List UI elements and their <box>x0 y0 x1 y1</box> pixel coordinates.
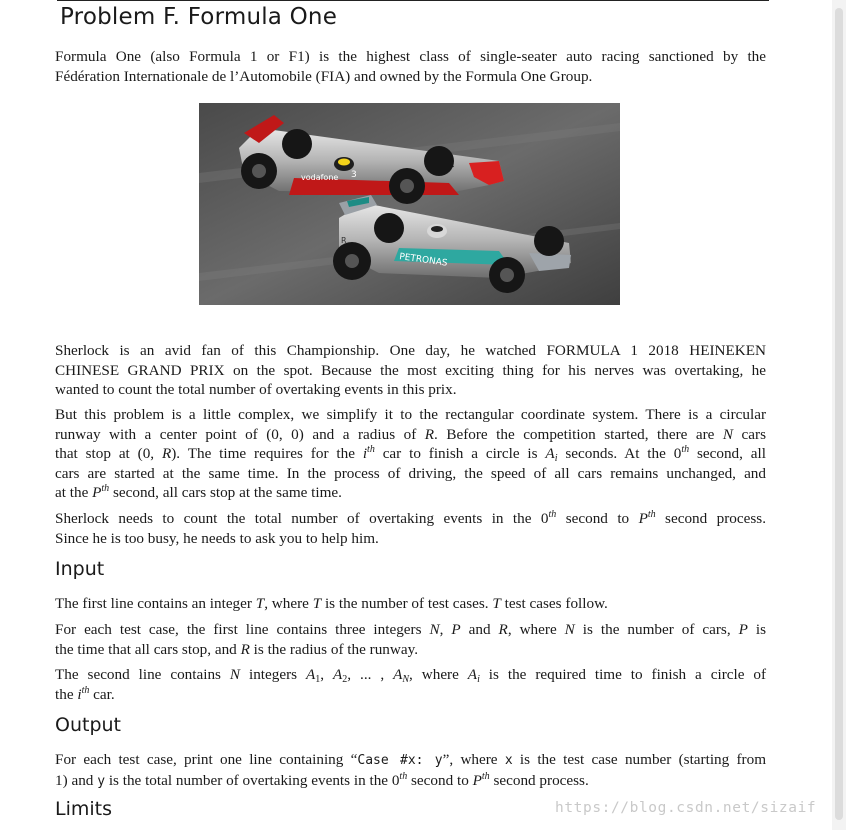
setup-line-4: cars are started at the same time. In the process of driving, the speed of all cars remains unchanged, and <box>55 464 766 482</box>
task-line-1: Sherlock needs to count the total number of overtaking events in the 0th second to $P^{th}$ second process. <box>55 509 766 527</box>
story-paragraph <box>55 341 766 400</box>
intro-paragraph <box>55 47 766 86</box>
input-heading: Input <box>55 558 105 580</box>
task-line-2: Since he is too busy, he needs to ask you to help him. <box>55 529 379 547</box>
tire <box>424 146 454 176</box>
output-line-2: 1) and y is the total number of overtaking events in the 0th second to $P^{th}$ second process. <box>55 770 589 789</box>
formula-one-photo <box>199 103 620 305</box>
top-rule <box>57 0 769 1</box>
problem-title: Problem F. Formula One <box>60 4 338 30</box>
input-line-4: The second line contains N integers $A_1$, $A_2$, ... , $A_N$, where $A_i$ is the required time to finish a circle of <box>55 666 767 685</box>
story-line-2: CHINESE GRAND PRIX on the spot. Because the most exciting thing for his nerves was overtaking, he <box>55 361 766 379</box>
output-paragraph <box>55 750 766 791</box>
setup-line-5: at the $P^{th}$ second, all cars stop at the same time. <box>55 483 342 501</box>
task-paragraph <box>55 509 766 548</box>
setup-paragraph <box>55 405 766 503</box>
input-line-2: For each test case, the first line contains three integers N, P and R, where N is the number of cars, P is <box>55 621 766 638</box>
input-line-1: The first line contains an integer T, where T is the number of test cases. T test cases follow. <box>55 595 608 612</box>
setup-line-3: that stop at (0, R). The time requires for the $i^{th}$ car to finish a circle is $A_i$ seconds. At the 0th second, all <box>55 444 766 464</box>
input-paragraph-3 <box>55 665 766 704</box>
scrollbar-thumb[interactable] <box>835 8 843 820</box>
limits-heading: Limits <box>55 798 112 820</box>
intro-line-1: Formula One (also Formula 1 or F1) is the highest class of single-seater auto racing sanctioned by the <box>55 48 766 65</box>
formula-one-photo-svg <box>199 103 620 305</box>
story-line-1: Sherlock is an avid fan of this Championship. One day, he watched FORMULA 1 2018 HEINEKEN <box>55 342 766 359</box>
setup-line-1: But this problem is a little complex, we simplify it to the rectangular coordinate system. There is a circular <box>55 406 766 423</box>
car-1-sponsor: vodafone <box>301 173 339 182</box>
input-line-3: the time that all cars stop, and R is the radius of the runway. <box>55 640 419 658</box>
tire <box>534 226 564 256</box>
output-line-1: For each test case, print one line containing “Case #x: y”, where x is the test case number (starting from <box>55 751 767 768</box>
car-2-sponsor: PETRONAS <box>398 252 449 269</box>
tire <box>374 213 404 243</box>
intro-line-2: Fédération Internationale de l’Automobile (FIA) and owned by the Formula One Group. <box>55 67 593 85</box>
setup-line-2: runway with a center point of (0, 0) and a radius of R. Before the competition started, there are N cars <box>55 425 766 443</box>
input-line-5: the $i^{th}$ car. <box>55 684 115 703</box>
story-line-3: wanted to count the total number of overtaking events in this prix. <box>55 381 457 398</box>
input-paragraph-2 <box>55 620 766 659</box>
output-heading: Output <box>55 714 121 736</box>
car-1-number: 3 <box>351 170 357 180</box>
tire <box>282 129 312 159</box>
watermark: https://blog.csdn.net/sizaif <box>555 800 817 816</box>
car-2-number: R <box>341 236 347 245</box>
input-paragraph-1 <box>55 594 766 614</box>
